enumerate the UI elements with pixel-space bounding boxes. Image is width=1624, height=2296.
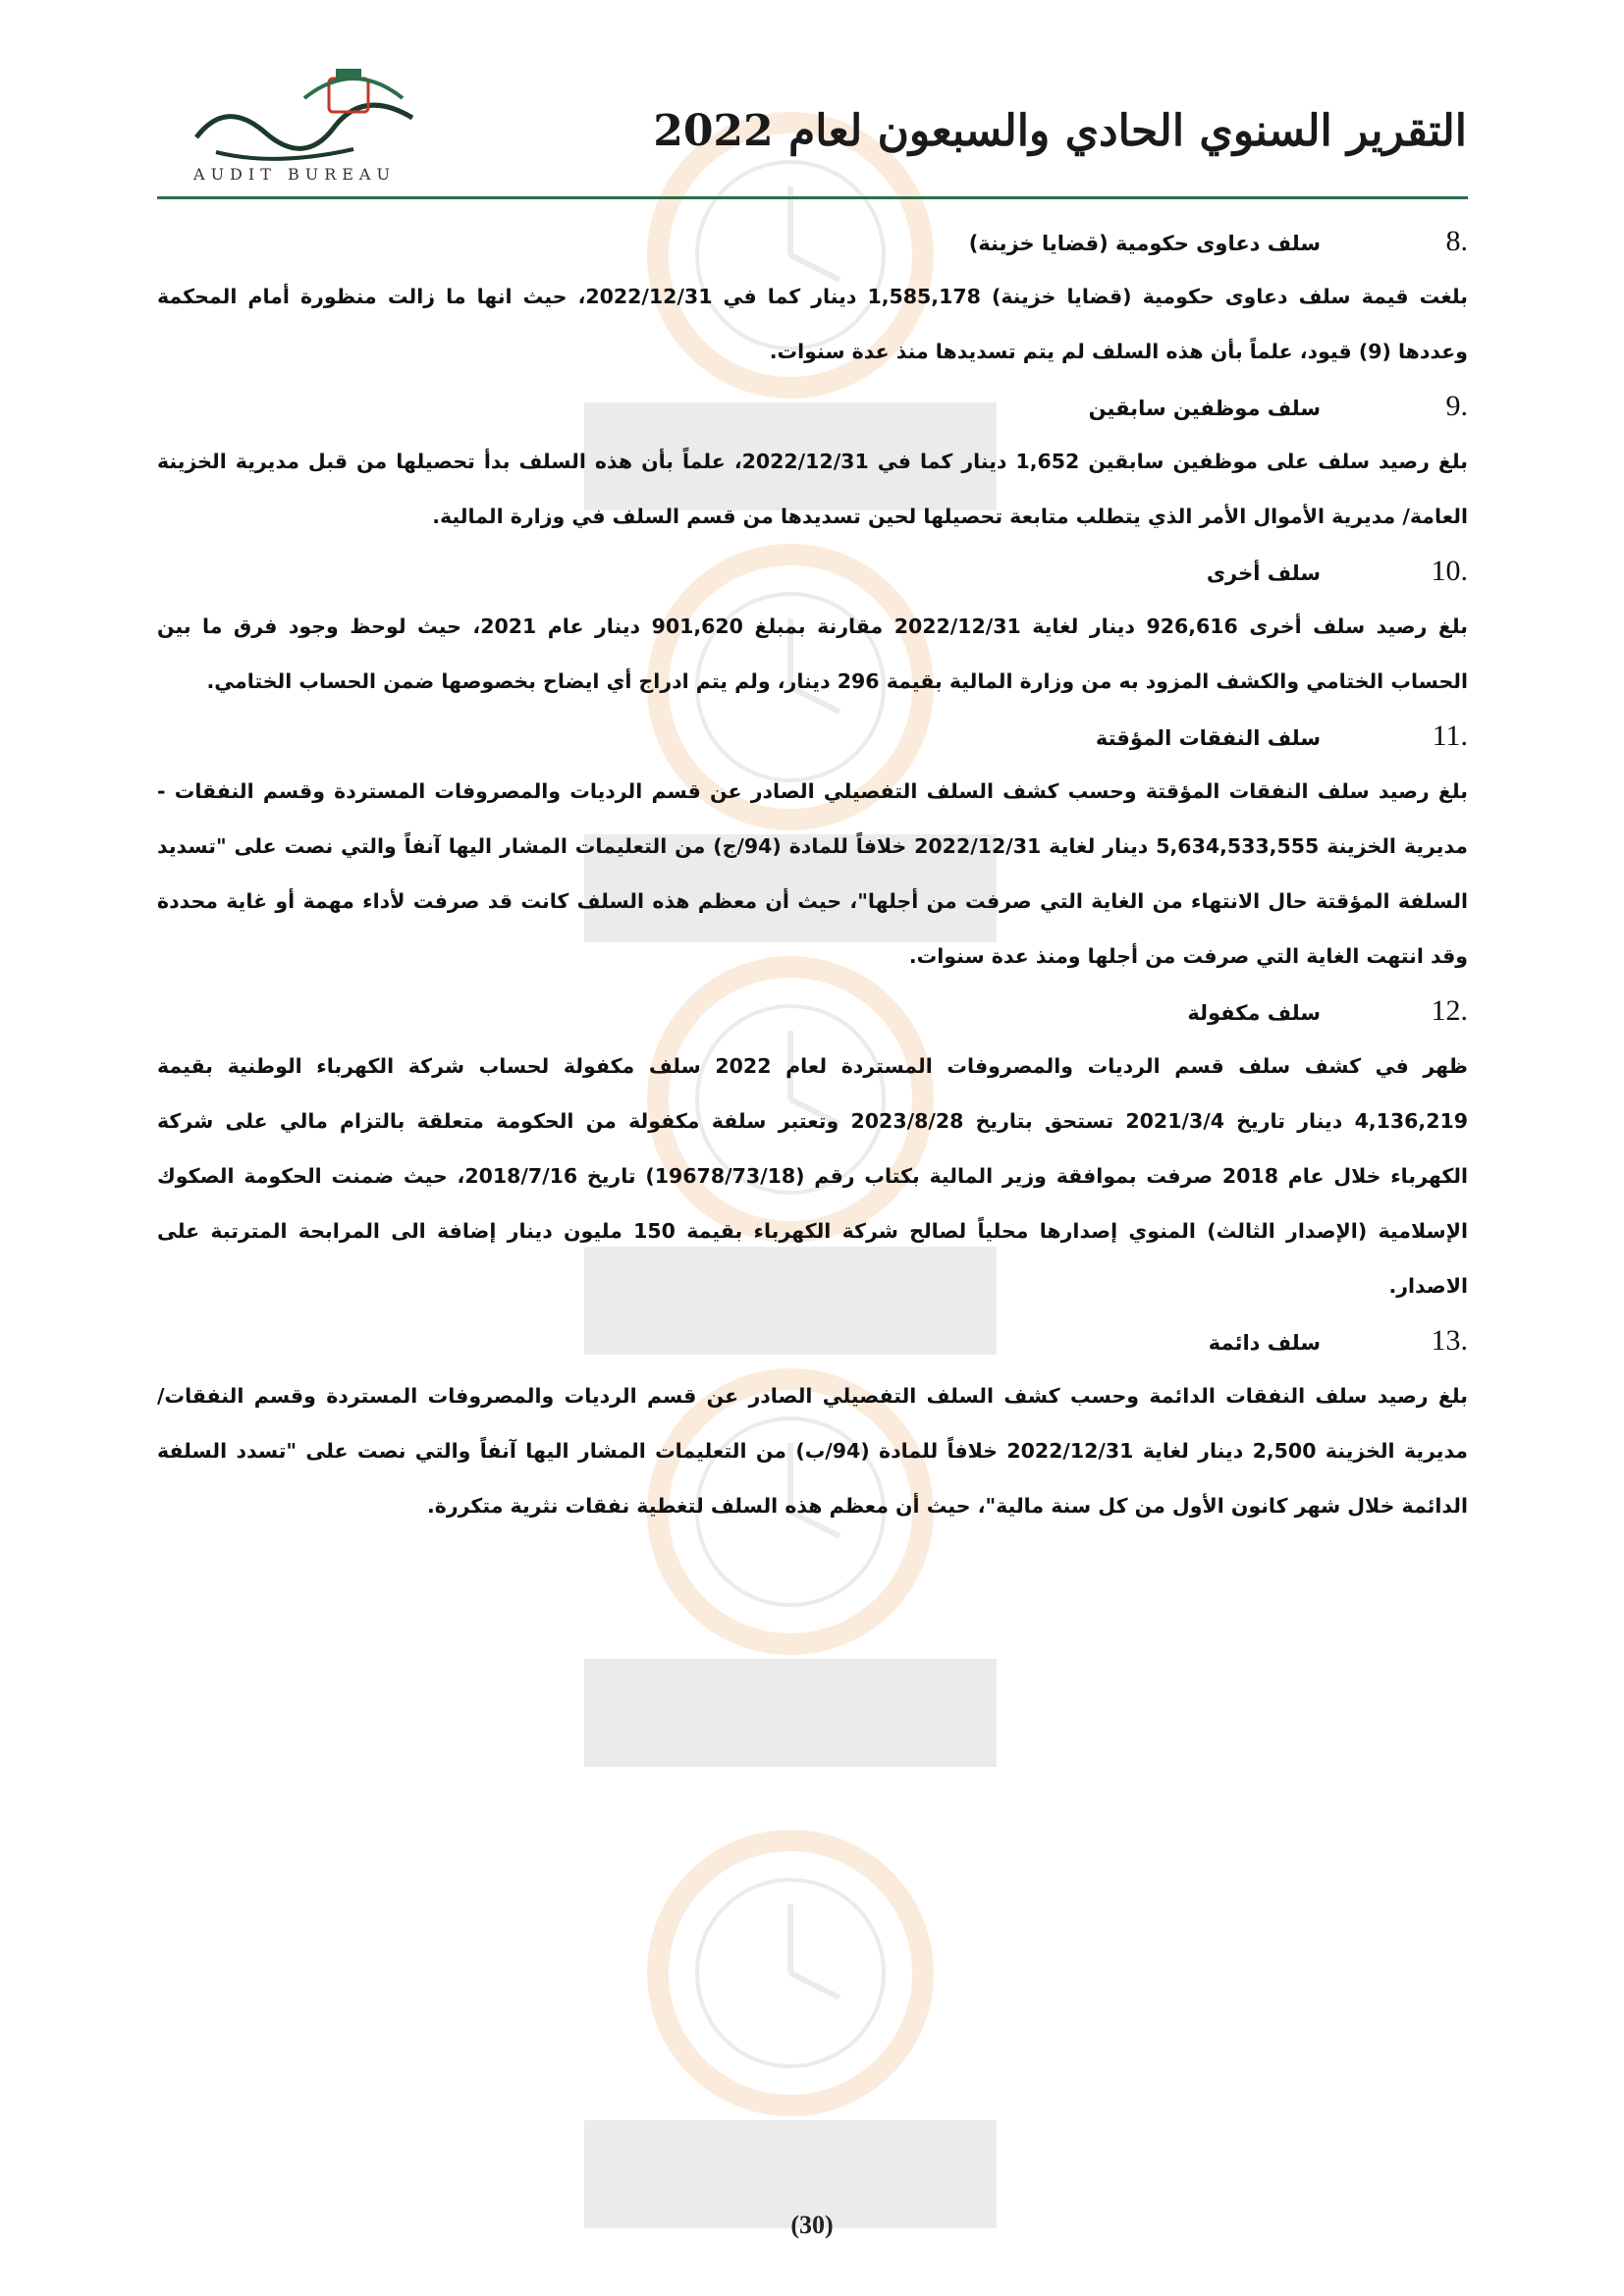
section-12 [157,984,1468,1313]
section-heading [157,544,1468,599]
section-heading [157,1313,1468,1368]
section-title: سلف دعاوى حكومية (قضايا خزينة) [968,232,1321,255]
section-number: 10. [1431,555,1468,587]
section-title: سلف مكفولة [1187,1001,1321,1025]
section-title: سلف النفقات المؤقتة [1095,726,1321,750]
section-number: 12. [1431,994,1468,1027]
section-heading [157,709,1468,764]
section-paragraph: بلغ رصيد سلف على موظفين سابقين 1,652 دينار كما في 2022/12/31، علماً بأن هذه السلف بدأ تحصيلها من قبل مديرية الخزينة العامة/ مديرية الأموال الأمر الذي يتطلب متابعة تحصيلها لحين تسديدها من قسم السلف في وزارة المالية. [157,450,1468,528]
content-body [157,214,1468,1533]
section-10 [157,544,1468,709]
section-paragraph: بلغت قيمة سلف دعاوى حكومية (قضايا خزينة) 1,585,178 دينار كما في 2022/12/31، حيث انها ما زالت منظورة أمام المحكمة وعددها (9) قيود، علماً بأن هذه السلف لم يتم تسديدها منذ عدة سنوات. [157,285,1468,363]
section-title: سلف أخرى [1206,561,1321,585]
section-9 [157,379,1468,544]
section-number: 9. [1445,390,1468,422]
section-heading [157,379,1468,434]
section-paragraph: ظهر في كشف سلف قسم الرديات والمصروفات المستردة لعام 2022 سلف مكفولة لحساب شركة الكهرباء الوطنية بقيمة 4,136,219 دينار تاريخ 2021/3/4 تستحق بتاريخ 2023/8/28 وتعتبر سلفة مكفولة من الحكومة متعلقة بالتزام مالي على شركة الكهرباء خلال عام 2018 صرفت بموافقة وزير المالية بكتاب رقم (19678/73/18) تاريخ 2018/7/16، حيث ضمنت الحكومة الصكوك الإسلامية (الإصدار الثالث) المنوي إصدارها محلياً لصالح شركة الكهرباء بقيمة 150 مليون دينار إضافة الى المرابحة المترتبة على الاصدار. [157,1054,1469,1298]
section-paragraph: بلغ رصيد سلف النفقات الدائمة وحسب كشف السلف التفصيلي الصادر عن قسم الرديات والمصروفات المستردة وقسم النفقات/ مديرية الخزينة 2,500 دينار لغاية 2022/12/31 خلافاً للمادة (94/ب) من التعليمات المشار اليها آنفاً والتي نصت على "تسدد السلفة الدائمة خلال شهر كانون الأول من كل سنة مالية"، حيث أن معظم هذه السلف لتغطية نفقات نثرية متكررة. [157,1384,1468,1518]
header-divider [157,196,1468,199]
section-paragraph: بلغ رصيد سلف النفقات المؤقتة وحسب كشف السلف التفصيلي الصادر عن قسم الرديات والمصروفات المستردة وقسم النفقات - مديرية الخزينة 5,634,533,555 دينار لغاية 2022/12/31 خلافاً للمادة (94/ج) من التعليمات المشار اليها آنفاً والتي نصت على "تسديد السلفة المؤقتة حال الانتهاء من الغاية التي صرفت من أجلها"، حيث أن معظم هذه السلف كانت قد صرفت لأداء مهمة أو غاية محددة وقد انتهت الغاية التي صرفت من أجلها ومنذ عدة سنوات. [157,779,1468,968]
section-8 [157,214,1468,379]
section-heading [157,214,1468,269]
section-number: 13. [1431,1324,1468,1357]
section-heading [157,984,1468,1039]
report-title: التقرير السنوي الحادي والسبعون لعام 2022 [653,106,1467,156]
watermark-clock-icon [545,1826,1036,2238]
logo-caption: AUDIT BUREAU [193,165,396,184]
section-11 [157,709,1468,984]
page-number: (30) [790,2211,834,2239]
watermark-logo [545,1826,1036,2238]
section-number: 8. [1445,225,1468,257]
section-paragraph: بلغ رصيد سلف أخرى 926,616 دينار لغاية 2022/12/31 مقارنة بمبلغ 901,620 دينار عام 2021، حيث لوحظ وجود فرق ما بين الحساب الختامي والكشف المزود به من وزارة المالية بقيمة 296 دينار، ولم يتم ادراج أي ايضاح بخصوصها ضمن الحساب الختامي. [157,614,1468,693]
section-title: سلف دائمة [1208,1331,1321,1355]
section-number: 11. [1432,720,1468,752]
section-13 [157,1313,1468,1533]
section-title: سلف موظفين سابقين [1088,397,1321,420]
